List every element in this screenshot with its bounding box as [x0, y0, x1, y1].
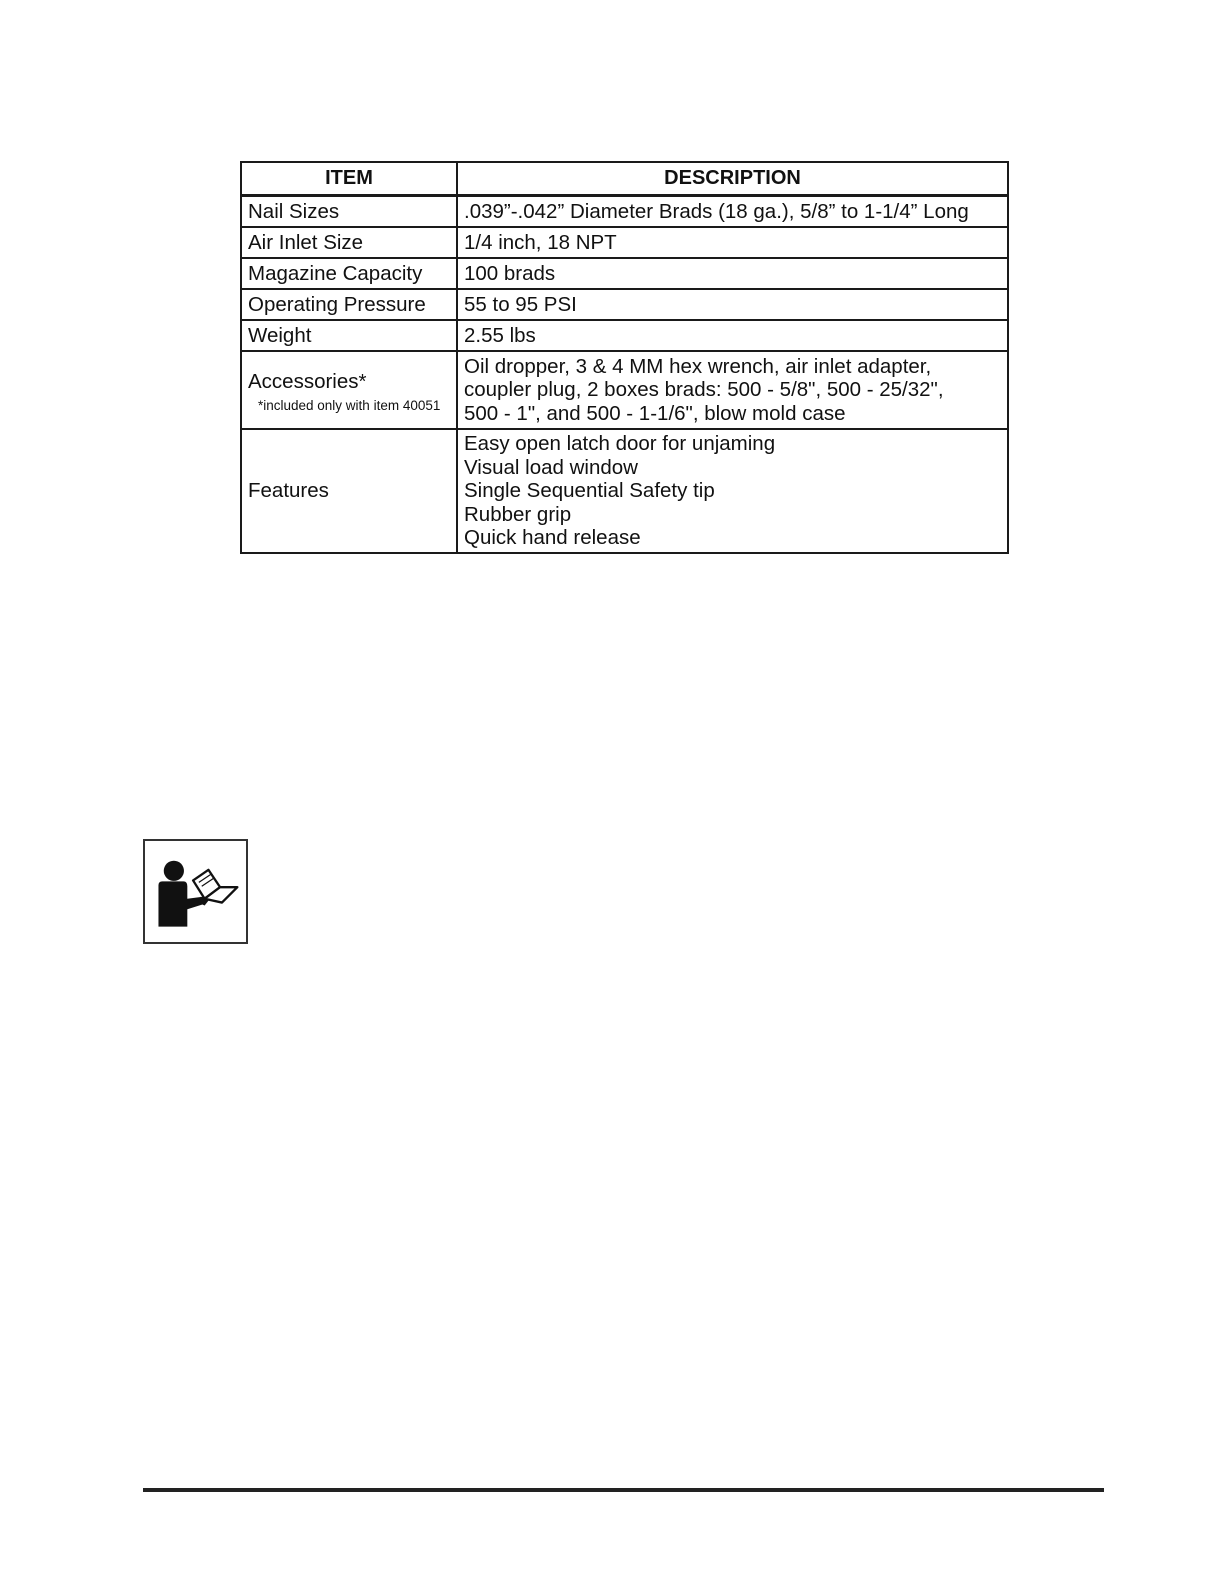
table-row [241, 196, 1008, 228]
item-cell: Nail Sizes [241, 196, 457, 228]
feature-line: Quick hand release [464, 526, 641, 550]
footer-divider [143, 1488, 1104, 1492]
description-line: coupler plug, 2 boxes brads: 500 - 5/8", 500 - 25/32", [464, 378, 944, 402]
item-cell: Magazine Capacity [241, 258, 457, 289]
description-cell [457, 351, 1008, 429]
table-row [241, 320, 1008, 351]
description-cell: .039”-.042” Diameter Brads (18 ga.), 5/8” to 1-1/4” Long [457, 196, 1008, 228]
item-cell [241, 351, 457, 429]
read-manual-icon [143, 839, 248, 944]
feature-line: Easy open latch door for unjaming [464, 432, 776, 456]
description-cell [457, 429, 1008, 553]
header-item: ITEM [241, 162, 457, 196]
item-cell: Operating Pressure [241, 289, 457, 320]
description-line: 500 - 1", and 500 - 1-1/6", blow mold case [464, 401, 846, 425]
table-row [241, 289, 1008, 320]
accessories-label: Accessories* [248, 370, 367, 393]
table-row [241, 351, 1008, 429]
table-header-row [241, 162, 1008, 196]
accessories-footnote: *included only with item 40051 [258, 397, 441, 413]
description-cell: 100 brads [457, 258, 1008, 289]
specifications-table [240, 161, 1009, 554]
description-cell: 1/4 inch, 18 NPT [457, 227, 1008, 258]
table-row [241, 258, 1008, 289]
item-cell: Air Inlet Size [241, 227, 457, 258]
table-row [241, 429, 1008, 553]
table-row [241, 227, 1008, 258]
feature-line: Rubber grip [464, 502, 572, 526]
description-line: Oil dropper, 3 & 4 MM hex wrench, air inlet adapter, [464, 354, 932, 378]
feature-line: Visual load window [464, 455, 638, 479]
feature-line: Single Sequential Safety tip [464, 479, 715, 503]
item-cell: Features [241, 429, 457, 553]
header-description: DESCRIPTION [457, 162, 1008, 196]
item-cell: Weight [241, 320, 457, 351]
description-cell: 2.55 lbs [457, 320, 1008, 351]
description-cell: 55 to 95 PSI [457, 289, 1008, 320]
